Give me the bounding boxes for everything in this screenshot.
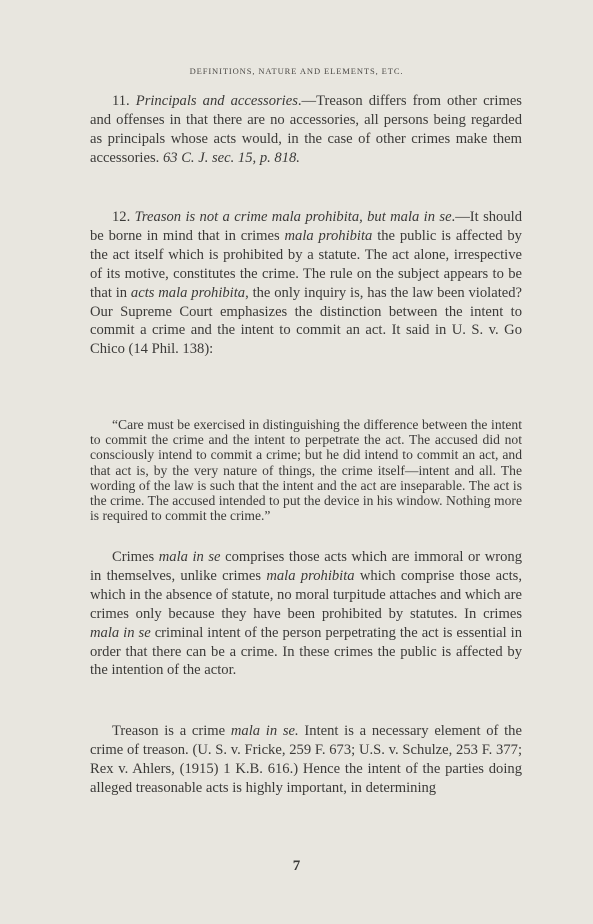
section-11-paragraph: 11. Principals and accessories.—Treason differs from other crimes and offenses in that there are no accessories, all persons being regarded as principals whose acts would, in the case of other crimes make them accessories. 63 C. J. sec. 15, p. 818.	[90, 93, 522, 166]
section-11-citation: 63 C. J. sec. 15, p. 818.	[162, 149, 300, 166]
section-11-text: Treason differs from other crimes and offenses in that there are no accessories, all persons being regarded as principals whose acts would, in the case of other crimes make them accessories.	[90, 93, 522, 166]
section-12-number: 12.	[112, 209, 131, 225]
section-11-number: 11.	[112, 93, 130, 109]
section-12-paragraph: 12. Treason is not a crime mala prohibita, but mala in se.—It should be borne in mind that in crimes mala prohibita the public is affected by the act itself which is prohibited by a statute. The act alone, irrespective of its motive, constitutes the crime. The rule on the subject appears to be that in acts mala prohibita, the only inquiry is, has the law been violated? Our Supreme Court emphasizes the distinction between the intent to commit a crime and the intent to commit an act. It said in U. S. v. Go Chico (14 Phil. 138):	[90, 209, 522, 358]
block-quote: “Care must be exercised in distinguishing the difference between the intent to commit the crime and the intent to perpetrate the act. The accused did not consciously intend to commit a crime; but he did intend to commit an act, and that act is, by the very nature of things, the crime itself—intent and all. The wording of the law is such that the intent and the act are inseparable. The act is the crime. The accused intended to put the device in his window. Nothing more is required to commit the crime.”	[90, 417, 522, 524]
running-head: DEFINITIONS, NATURE AND ELEMENTS, ETC.	[189, 66, 404, 76]
paragraph-treason-intent: Treason is a crime mala in se. Intent is a necessary element of the crime of treason. (U. S. v. Fricke, 259 F. 673; U.S. v. Schulze, 253 F. 377; Rex v. Ahlers, (1915) 1 K.B. 616.) Hence the intent of the parties doing alleged treasonable acts is highly important, in determining	[90, 723, 522, 796]
section-11-heading: Principals and accessories	[135, 93, 298, 109]
section-12-heading: Treason is not a crime mala prohibita, but mala in se	[134, 209, 452, 225]
page-number: 7	[292, 858, 301, 874]
paragraph-mala-in-se: Crimes mala in se comprises those acts which are immoral or wrong in themselves, unlike crimes mala prohibita which comprise those acts, which in the absence of statute, no moral turpitude attaches and which are crimes only because they have been prohibited by statutes. In crimes mala in se criminal intent of the person perpetrating the act is essential in order that there can be a crime. In these crimes the public is affected by the intention of the actor.	[90, 549, 523, 679]
